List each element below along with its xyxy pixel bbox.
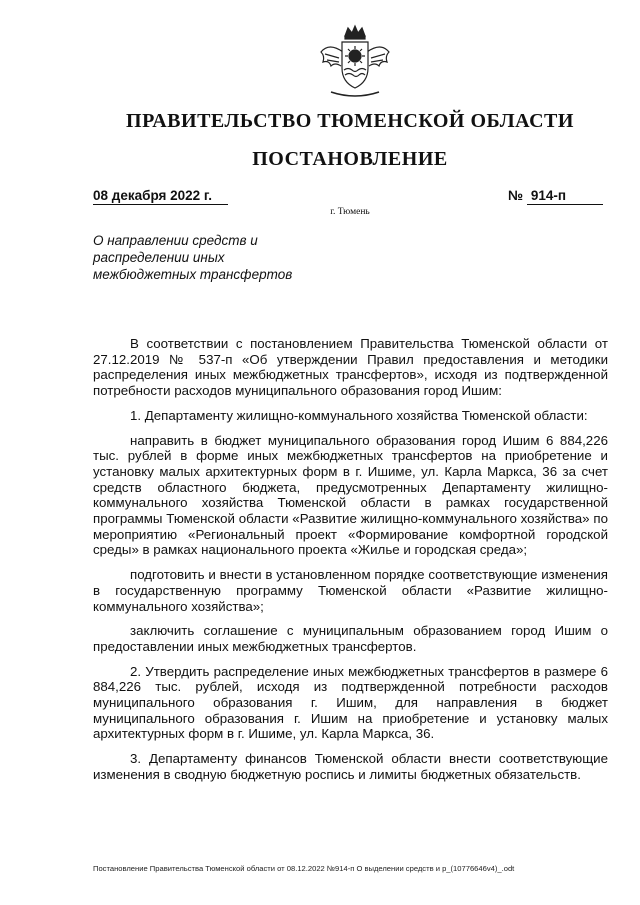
city-name: г. Тюмень — [330, 207, 370, 217]
paragraph: 3. Департаменту финансов Тюменской области внести соответствующие изменения в сводную бюджетную роспись и лимиты бюджетных обязательств. — [93, 751, 608, 782]
subject-line: О направлении средств и — [93, 233, 258, 248]
document-date: 08 декабря 2022 г. — [93, 188, 228, 205]
document-type: ПОСТАНОВЛЕНИЕ — [252, 148, 448, 170]
number-sign: № — [508, 188, 524, 203]
coat-of-arms-icon — [315, 22, 395, 102]
paragraph: В соответствии с постановлением Правительства Тюменской области от 27.12.2019 № 537-п «Об утверждении Правил предоставления и методики распределения иных межбюджетных трансфертов», исходя из подтвержденной потребности расходов муниципального образования город Ишим: — [93, 336, 608, 399]
subject-line: межбюджетных трансфертов — [93, 267, 293, 282]
paragraph: подготовить и внести в установленном порядке соответствующие изменения в государственную программу Тюменской области «Развитие жилищно-коммунального хозяйства»; — [93, 567, 608, 614]
document-subject — [93, 232, 323, 283]
paragraph: заключить соглашение с муниципальным образованием город Ишим о предоставлении иных межбюджетных трансфертов. — [93, 623, 608, 654]
subject-line: распределении иных — [93, 250, 225, 265]
paragraph: 1. Департаменту жилищно-коммунального хозяйства Тюменской области: — [130, 407, 588, 423]
number-value: 914-п — [527, 188, 603, 205]
page-footer: Постановление Правительства Тюменской области от 08.12.2022 №914-п О выделении средств и р_(10776646v4)_.odt — [93, 864, 515, 873]
paragraph: 2. Утвердить распределение иных межбюджетных трансфертов в размере 6 884,226 тыс. рублей, исходя из подтвержденной потребности расходов муниципального образования г. Ишим, для направления в бюджет муниципального образования г. Ишим на приобретение и установку малых архитектурных форм в г. Ишиме, ул. Карла Маркса, 36. — [93, 663, 608, 742]
paragraph: направить в бюджет муниципального образования город Ишим 6 884,226 тыс. рублей в форме иных межбюджетных трансфертов на приобретение и установку малых архитектурных форм в г. Ишиме, ул. Карла Маркса, 36 за счет средств областного бюджета, предусмотренных Департаменту жилищно-коммунального хозяйства Тюменской области в рамках государственной программы Тюменской области «Развитие жилищно-коммунального хозяйства» по мероприятию «Региональный проект «Формирование комфортной городской среды» в рамках национального проекта «Жилье и городская среда»; — [93, 432, 608, 558]
government-name: ПРАВИТЕЛЬСТВО ТЮМЕНСКОЙ ОБЛАСТИ — [126, 110, 574, 132]
document-number — [508, 188, 605, 205]
document-body — [93, 336, 608, 792]
